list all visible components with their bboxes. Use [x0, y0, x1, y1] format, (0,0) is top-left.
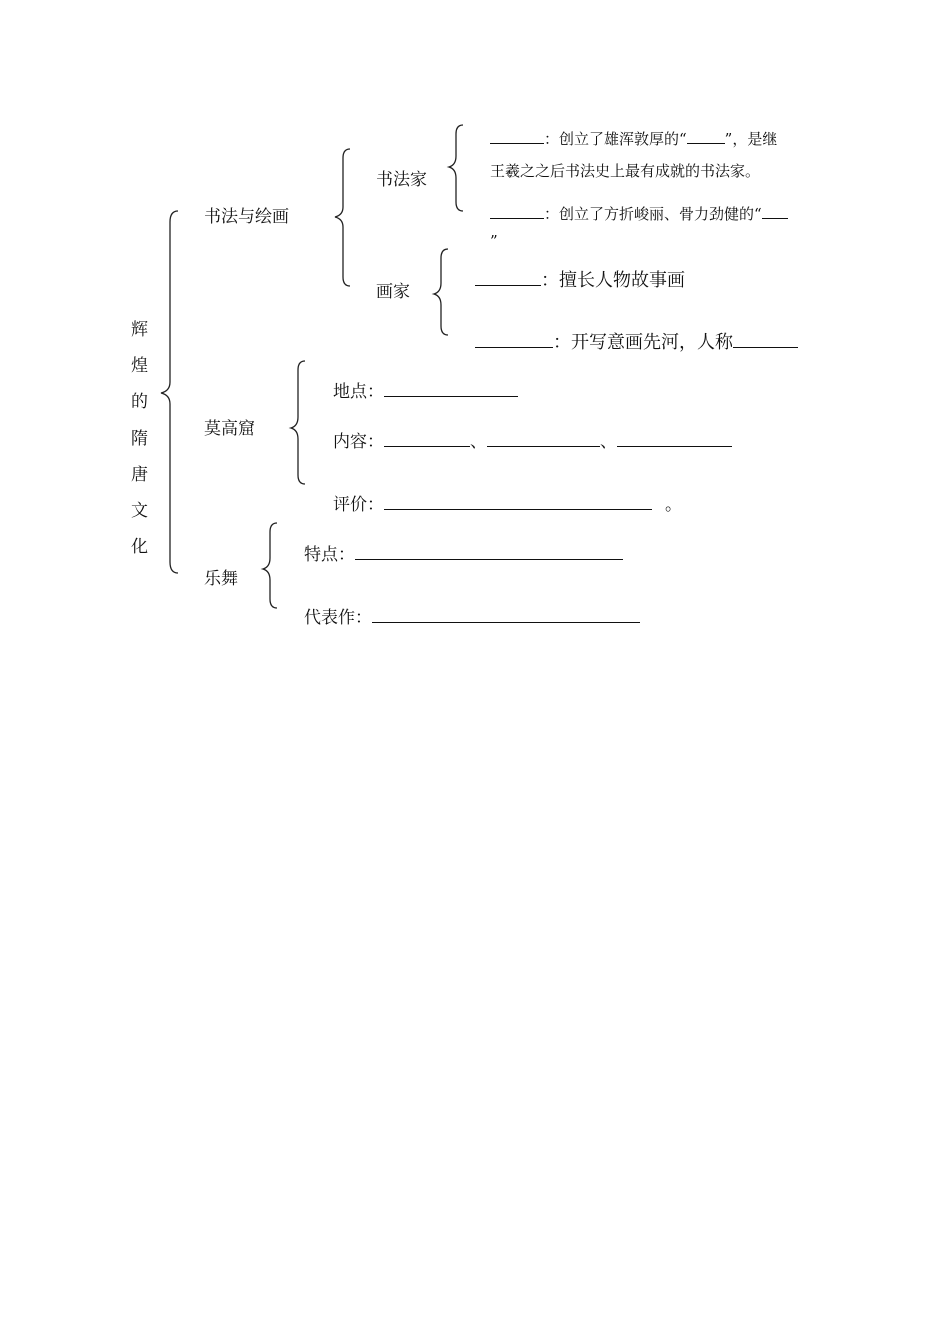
painter-1-text: ：擅长人物故事画	[541, 270, 685, 291]
calligrapher-2-line-1	[490, 207, 788, 222]
answer-blank[interactable]	[384, 508, 652, 510]
answer-blank[interactable]	[355, 558, 623, 560]
separator: 、	[470, 432, 487, 452]
answer-blank[interactable]	[490, 142, 544, 144]
painter-2-text: ：开写意画先河，人称	[553, 332, 733, 353]
root-title-char: 文	[131, 501, 148, 521]
calligrapher-1-line-2: 王羲之之后书法史上最有成就的书法家。	[490, 162, 761, 180]
location-label: 地点：	[333, 382, 384, 402]
evaluation-period: 。	[665, 495, 682, 515]
content-label: 内容：	[333, 432, 384, 452]
answer-blank[interactable]	[384, 395, 518, 397]
mogao-location	[333, 384, 518, 401]
root-title-char: 唐	[131, 465, 148, 485]
painter-1	[475, 272, 685, 290]
section-music-dance: 乐舞	[204, 569, 238, 589]
root-title-char: 煌	[131, 356, 148, 376]
features-label: 特点：	[304, 545, 355, 565]
calligrapher-1-text-end: ”，是继	[724, 130, 778, 148]
answer-blank[interactable]	[733, 346, 798, 348]
answer-blank[interactable]	[372, 621, 640, 623]
painters-brace	[434, 249, 448, 335]
mogao-brace	[291, 361, 305, 484]
section-mogao: 莫高窟	[204, 419, 255, 439]
answer-blank[interactable]	[762, 217, 788, 219]
calligrapher-2-line-2: ”	[490, 232, 498, 250]
calligraphers-brace	[449, 125, 463, 211]
calligraphy-painting-brace	[335, 149, 350, 286]
painters-label: 画家	[376, 282, 410, 302]
music-brace	[263, 523, 277, 608]
works-label: 代表作：	[304, 608, 372, 628]
music-features	[304, 547, 623, 564]
answer-blank[interactable]	[475, 346, 553, 348]
calligrapher-1-line-1	[490, 132, 777, 147]
answer-blank[interactable]	[475, 284, 541, 286]
answer-blank[interactable]	[384, 445, 470, 447]
answer-blank[interactable]	[487, 445, 600, 447]
music-works	[304, 610, 640, 627]
root-title-char: 的	[131, 392, 148, 412]
root-title-char: 辉	[131, 320, 148, 340]
separator: 、	[600, 432, 617, 452]
root-title-char: 化	[131, 537, 148, 557]
calligraphers-label: 书法家	[376, 170, 427, 190]
answer-blank[interactable]	[617, 445, 732, 447]
calligrapher-1-text: ：创立了雄浑敦厚的“	[544, 130, 687, 148]
calligrapher-2-text: ：创立了方折峻丽、骨力劲健的“	[544, 205, 762, 223]
root-brace	[161, 211, 178, 573]
painter-2	[475, 334, 798, 352]
answer-blank[interactable]	[490, 217, 544, 219]
mogao-evaluation	[333, 497, 652, 514]
answer-blank[interactable]	[687, 142, 725, 144]
root-title-char: 隋	[131, 429, 148, 449]
mogao-content	[333, 434, 732, 451]
evaluation-label: 评价：	[333, 495, 384, 515]
section-calligraphy-painting: 书法与绘画	[204, 207, 289, 227]
